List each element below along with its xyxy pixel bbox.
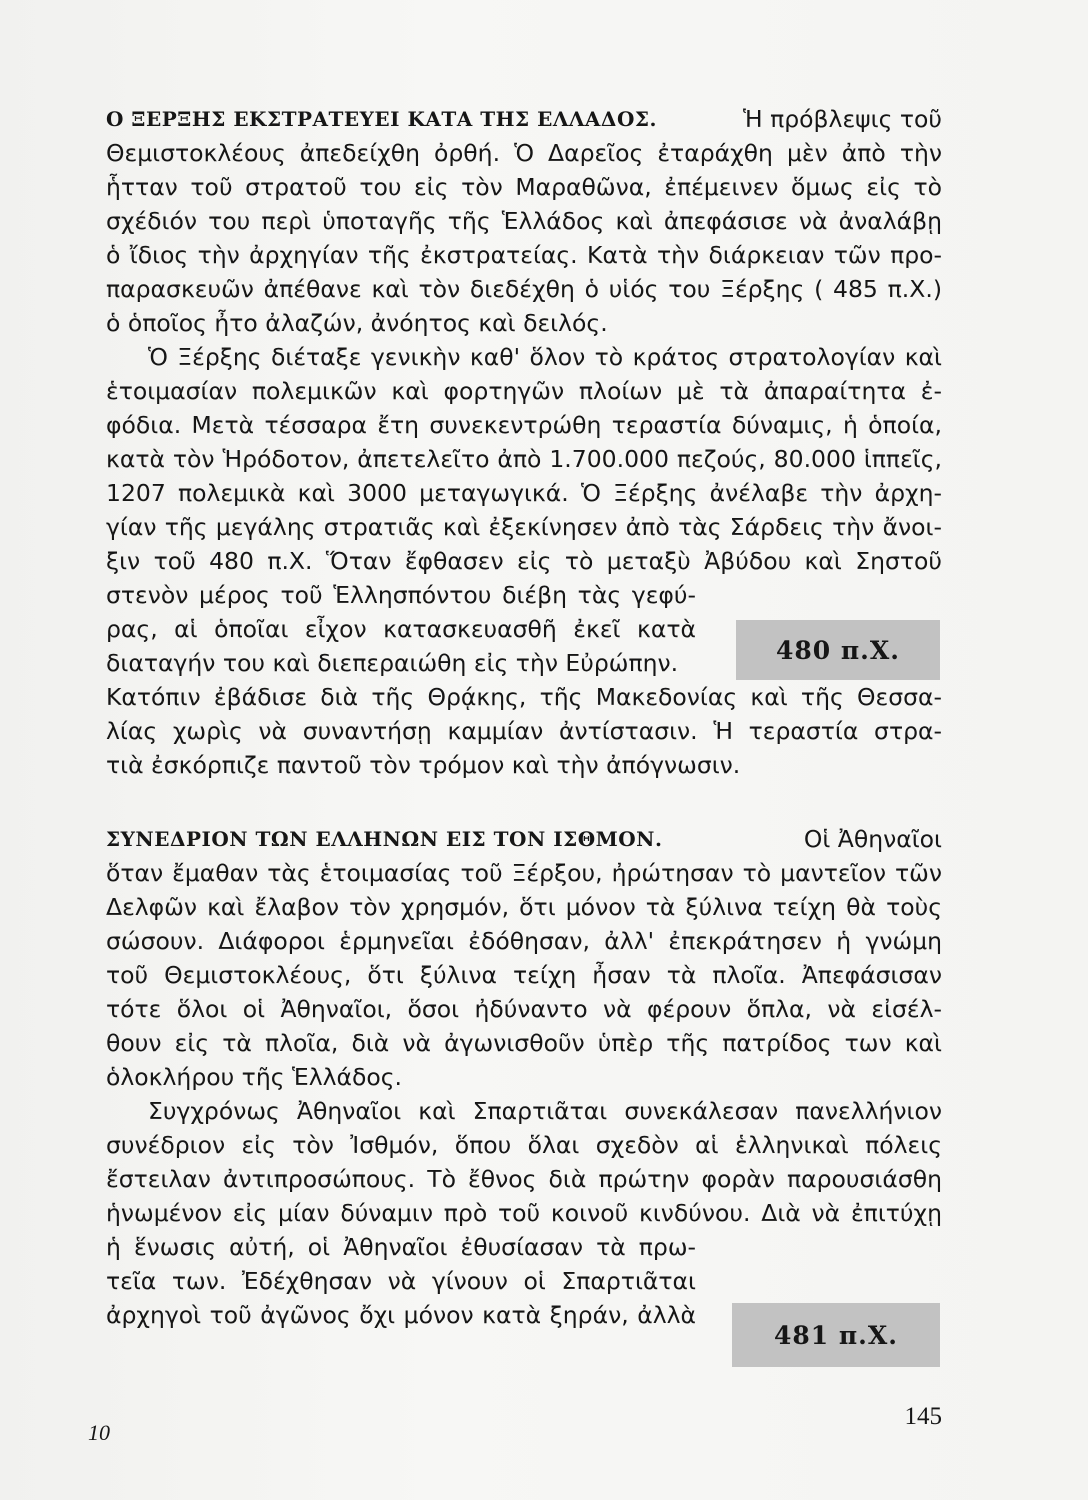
section2-first-line: [106, 822, 942, 856]
text-line: λίας χωρὶς νὰ συναντήσῃ καμμίαν ἀντίστασιν. Ἡ τεραστία στρα-: [106, 717, 942, 745]
text-line: κατὰ τὸν Ἡρόδοτον, ἀπετελεῖτο ἀπὸ 1.700.000 πεζούς, 80.000 ἱππεῖς,: [106, 445, 942, 473]
section1-heading: Ο ΞΕΡΞΗΣ ΕΚΣΤΡΑΤΕΥΕΙ ΚΑΤΑ ΤΗΣ ΕΛΛΑΔΟΣ.: [106, 107, 657, 131]
text-line: ἀρχηγοὶ τοῦ ἀγῶνος ὄχι μόνον κατὰ ξηράν, ἀλλὰ: [106, 1301, 696, 1329]
text-line: σώσουν. Διάφοροι ἑρμηνεῖαι ἐδόθησαν, ἀλλ' ἐπεκράτησεν ἡ γνώμη: [106, 927, 942, 955]
text-line: στενὸν μέρος τοῦ Ἑλλησπόντου διέβη τὰς γεφύ-: [106, 581, 696, 609]
text-line: τοῦ Θεμιστοκλέους, ὅτι ξύλινα τείχη ἦσαν τὰ πλοῖα. Ἀπεφάσισαν: [106, 961, 942, 989]
text-line: ἧτταν τοῦ στρατοῦ του εἰς τὸν Μαραθῶνα, ἐπέμεινεν ὅμως εἰς τὸ: [106, 173, 942, 201]
text-line: Κατόπιν ἐβάδισε διὰ τῆς Θρᾴκης, τῆς Μακεδονίας καὶ τῆς Θεσσα-: [106, 683, 942, 711]
text-line: Ἡ πρόβλεψις τοῦ: [743, 105, 942, 133]
margin-date-481bc: 481 π.Χ.: [732, 1303, 940, 1367]
text-line: ἡνωμένον εἰς μίαν δύναμιν πρὸ τοῦ κοινοῦ κινδύνου. Διὰ νὰ ἐπιτύχῃ: [106, 1199, 942, 1227]
text-line: τιὰ ἐσκόρπιζε παντοῦ τὸν τρόμον καὶ τὴν ἀπόγνωσιν.: [106, 751, 741, 779]
page-number: 145: [904, 1403, 942, 1430]
text-line: ὁλοκλήρου τῆς Ἑλλάδος.: [106, 1063, 403, 1091]
text-line: Θεμιστοκλέους ἀπεδείχθη ὀρθή. Ὁ Δαρεῖος ἐταράχθη μὲν ἀπὸ τὴν: [106, 139, 942, 167]
text-line: διαταγήν του καὶ διεπεραιώθη εἰς τὴν Εὐρώπην.: [106, 649, 679, 677]
text-line: ξιν τοῦ 480 π.Χ. Ὅταν ἔφθασεν εἰς τὸ μεταξὺ Ἀβύδου καὶ Σηστοῦ: [106, 547, 942, 575]
section2-heading: ΣΥΝΕΔΡΙΟΝ ΤΩΝ ΕΛΛΗΝΩΝ ΕΙΣ ΤΟΝ ΙΣΘΜΟΝ.: [106, 827, 663, 851]
text-line: Συγχρόνως Ἀθηναῖοι καὶ Σπαρτιᾶται συνεκάλεσαν πανελλήνιον: [148, 1097, 942, 1125]
text-line: ὁ ὁποῖος ἦτο ἀλαζών, ἀνόητος καὶ δειλός.: [106, 309, 608, 337]
margin-date-480bc: 480 π.Χ.: [736, 620, 940, 680]
text-line: τεῖα των. Ἐδέχθησαν νὰ γίνουν οἱ Σπαρτιᾶται: [106, 1267, 696, 1295]
text-line: Οἱ Ἀθηναῖοι: [803, 825, 942, 853]
section1-first-line: [106, 102, 942, 136]
text-line: Ὁ Ξέρξης διέταξε γενικὴν καθ' ὅλον τὸ κράτος στρατολογίαν καὶ: [148, 343, 942, 371]
text-line: γίαν τῆς μεγάλης στρατιᾶς καὶ ἐξεκίνησεν ἀπὸ τὰς Σάρδεις τὴν ἄνοι-: [106, 513, 942, 541]
text-line: τότε ὅλοι οἱ Ἀθηναῖοι, ὅσοι ἠδύναντο νὰ φέρουν ὅπλα, νὰ εἰσέλ-: [106, 995, 942, 1023]
text-line: ρας, αἱ ὁποῖαι εἶχον κατασκευασθῆ ἐκεῖ κατὰ: [106, 615, 696, 643]
text-line: συνέδριον εἰς τὸν Ἰσθμόν, ὅπου ὅλαι σχεδὸν αἱ ἑλληνικαὶ πόλεις: [106, 1131, 942, 1159]
text-line: ἑτοιμασίαν πολεμικῶν καὶ φορτηγῶν πλοίων μὲ τὰ ἀπαραίτητα ἐ-: [106, 377, 942, 405]
text-line: σχέδιόν του περὶ ὑποταγῆς τῆς Ἑλλάδος καὶ ἀπεφάσισε νὰ ἀναλάβῃ: [106, 207, 942, 235]
text-line: Δελφῶν καὶ ἔλαβον τὸν χρησμόν, ὅτι μόνον τὰ ξύλινα τείχη θὰ τοὺς: [106, 893, 942, 921]
text-line: παρασκευῶν ἀπέθανε καὶ τὸν διεδέχθη ὁ υἱός του Ξέρξης ( 485 π.Χ.): [106, 275, 942, 303]
text-line: ἔστειλαν ἀντιπροσώπους. Τὸ ἔθνος διὰ πρώτην φορὰν παρουσιάσθη: [106, 1165, 942, 1193]
text-line: ὁ ἴδιος τὴν ἀρχηγίαν τῆς ἐκστρατείας. Κατὰ τὴν διάρκειαν τῶν προ-: [106, 241, 942, 269]
text-line: ἡ ἕνωσις αὐτή, οἱ Ἀθηναῖοι ἐθυσίασαν τὰ πρω-: [106, 1233, 696, 1261]
text-line: φόδια. Μετὰ τέσσαρα ἔτη συνεκεντρώθη τεραστία δύναμις, ἡ ὁποία,: [106, 411, 942, 439]
text-line: 1207 πολεμικὰ καὶ 3000 μεταγωγικά. Ὁ Ξέρξης ἀνέλαβε τὴν ἀρχη-: [106, 479, 942, 507]
text-line: ὅταν ἔμαθαν τὰς ἑτοιμασίας τοῦ Ξέρξου, ἠρώτησαν τὸ μαντεῖον τῶν: [106, 859, 942, 887]
text-line: θουν εἰς τὰ πλοῖα, διὰ νὰ ἀγωνισθοῦν ὑπὲρ τῆς πατρίδος των καὶ: [106, 1029, 942, 1057]
signature-mark: 10: [88, 1420, 110, 1445]
